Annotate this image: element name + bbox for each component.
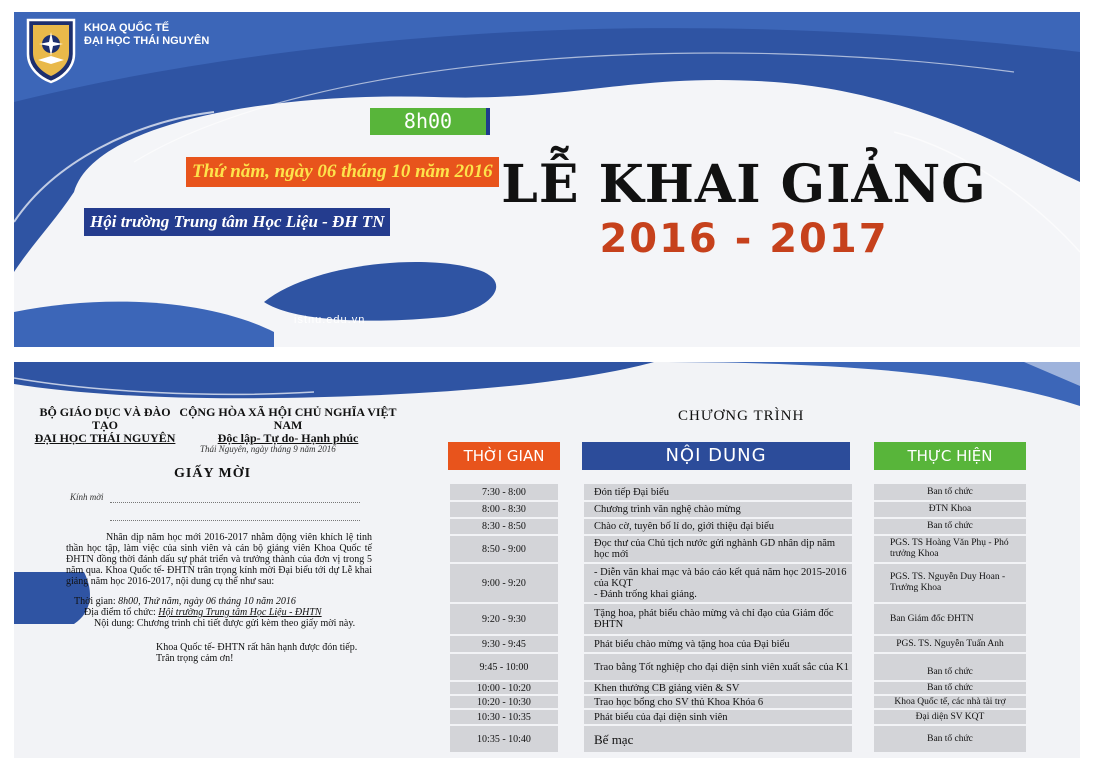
- row-8-by: Ban tổ chức: [874, 654, 1026, 680]
- national-motto: Độc lập- Tự do- Hạnh phúc: [217, 431, 359, 445]
- row-12-time: 10:35 - 10:40: [450, 726, 558, 752]
- event-date-tag: Thứ năm, ngày 06 tháng 10 năm 2016: [186, 157, 499, 187]
- header-content: NỘI DUNG: [582, 442, 850, 470]
- place-detail: [84, 607, 322, 618]
- row-9-content: Khen thưởng CB giảng viên & SV: [584, 682, 852, 694]
- ministry-name: BỘ GIÁO DỤC VÀ ĐÀO TẠO: [39, 405, 171, 432]
- row-5-by: PGS. TS. Nguyễn Duy Hoan - Trưởng Khoa: [874, 564, 1026, 602]
- row-5-time: 9:00 - 9:20: [450, 564, 558, 602]
- row-12-by: Ban tổ chức: [874, 726, 1026, 752]
- closing-line-1: Khoa Quốc tế- ĐHTN rất hân hạnh được đón tiếp.: [156, 642, 358, 653]
- row-10-content: Trao học bổng cho SV thủ Khoa Khóa 6: [584, 696, 852, 708]
- logo-text: [84, 22, 209, 48]
- row-6-content: Tặng hoa, phát biểu chào mừng và chỉ đạo của Giám đốc ĐHTN: [584, 604, 852, 634]
- row-12-content: Bế mạc: [584, 726, 852, 752]
- row-2-by: ĐTN Khoa: [874, 502, 1026, 517]
- row-7-time: 9:30 - 9:45: [450, 636, 558, 652]
- website-text: istnu.edu.vn: [294, 314, 366, 326]
- row-5-content: [584, 564, 852, 602]
- row-6-by: Ban Giám đốc ĐHTN: [874, 604, 1026, 634]
- row-3-by: Ban tổ chức: [874, 519, 1026, 534]
- row-8-time: 9:45 - 10:00: [450, 654, 558, 680]
- row-5-content-line-2: - Đánh trống khai giảng.: [594, 588, 697, 600]
- program-title: CHƯƠNG TRÌNH: [678, 408, 805, 424]
- faculty-name: KHOA QUỐC TẾ: [84, 22, 170, 34]
- row-2-time: 8:00 - 8:30: [450, 502, 558, 517]
- row-5-content-line-1: - Diễn văn khai mạc và báo cáo kết quả năm học 2015-2016 của KQT: [594, 566, 847, 589]
- place-label: Địa điểm tổ chức:: [84, 607, 156, 618]
- invitation-body: Nhân dịp năm học mới 2016-2017 nhằm động viên khích lệ tinh thần học tập, làm việc của sinh viên và cán bộ giảng viên Khoa Quốc tế ĐHTN đồng thời đánh dấu sự phát triển và trưởng thành của đơn vị trong 5 năm qua. Khoa Quốc tế- ĐHTN trân trọng kính mời Đại biểu tới dự Lễ khai giảng năm học 2016-2017, nội dung cụ thể như sau:: [66, 532, 372, 587]
- event-time-tag: 8h00: [370, 108, 486, 135]
- republic-header: [178, 406, 398, 445]
- content-detail: [94, 618, 355, 629]
- place-date: Thái Nguyên, ngày tháng 9 năm 2016: [200, 444, 336, 454]
- row-8-content: Trao bằng Tốt nghiệp cho đại diện sinh viên xuất sắc của K1: [584, 654, 852, 680]
- invitation-heading: GIẤY MỜI: [174, 466, 252, 481]
- row-4-time: 8:50 - 9:00: [450, 536, 558, 562]
- university-logo: [22, 16, 80, 84]
- row-1-time: 7:30 - 8:00: [450, 484, 558, 500]
- row-10-by: Khoa Quốc tế, các nhà tài trợ: [874, 696, 1026, 708]
- row-11-by: Đại diện SV KQT: [874, 710, 1026, 724]
- recipient-line: [110, 502, 360, 503]
- row-2-content: Chương trình văn nghệ chào mừng: [584, 502, 852, 517]
- row-7-content: Phát biểu chào mừng và tặng hoa của Đại biểu: [584, 636, 852, 652]
- header-time: THỜI GIAN: [448, 442, 560, 470]
- row-11-content: Phát biểu của đại diện sinh viên: [584, 710, 852, 724]
- closing: [156, 642, 357, 664]
- row-9-time: 10:00 - 10:20: [450, 682, 558, 694]
- shield-logo-icon: [22, 16, 80, 84]
- university-name: ĐẠI HỌC THÁI NGUYÊN: [84, 35, 210, 47]
- header-by: THỰC HIỆN: [874, 442, 1026, 470]
- row-1-content: Đón tiếp Đại biểu: [584, 484, 852, 500]
- row-3-content: Chào cờ, tuyên bố lí do, giới thiệu đại biểu: [584, 519, 852, 534]
- university-name-letter: ĐẠI HỌC THÁI NGUYÊN: [34, 431, 176, 445]
- row-7-by: PGS. TS. Nguyễn Tuấn Anh: [874, 636, 1026, 652]
- event-year: 2016 - 2017: [599, 216, 889, 262]
- dear-label: Kính mời: [70, 492, 104, 502]
- row-4-content: Đọc thư của Chủ tịch nước gửi nghành GD nhân dịp năm học mới: [584, 536, 852, 562]
- row-3-time: 8:30 - 8:50: [450, 519, 558, 534]
- ministry-header: [30, 406, 180, 445]
- row-11-time: 10:30 - 10:35: [450, 710, 558, 724]
- place-value: Hội trường Trung tâm Học Liệu - ĐHTN: [158, 607, 322, 618]
- content-value: Chương trình chi tiết được gửi kèm theo giấy mời này.: [136, 618, 356, 629]
- closing-line-2: Trân trọng cảm ơn!: [156, 653, 234, 664]
- invitation-panel: [14, 362, 1080, 758]
- row-6-time: 9:20 - 9:30: [450, 604, 558, 634]
- recipient-line-2: [110, 520, 360, 521]
- content-label: Nội dung:: [94, 618, 135, 629]
- row-1-by: Ban tổ chức: [874, 484, 1026, 500]
- event-title: LỄ KHAI GIẢNG: [501, 154, 987, 215]
- time-value: 8h00, Thứ năm, ngày 06 tháng 10 năm 2016: [118, 596, 296, 607]
- banner-panel: [14, 12, 1080, 347]
- row-4-by: PGS. TS Hoàng Văn Phụ - Phó trưởng Khoa: [874, 536, 1026, 562]
- row-10-time: 10:20 - 10:30: [450, 696, 558, 708]
- row-9-by: Ban tổ chức: [874, 682, 1026, 694]
- republic-name: CỘNG HÒA XÃ HỘI CHỦ NGHĨA VIỆT NAM: [179, 405, 397, 432]
- time-detail: [74, 596, 296, 607]
- time-label: Thời gian:: [74, 596, 116, 607]
- event-venue-tag: Hội trường Trung tâm Học Liệu - ĐH TN: [84, 208, 390, 236]
